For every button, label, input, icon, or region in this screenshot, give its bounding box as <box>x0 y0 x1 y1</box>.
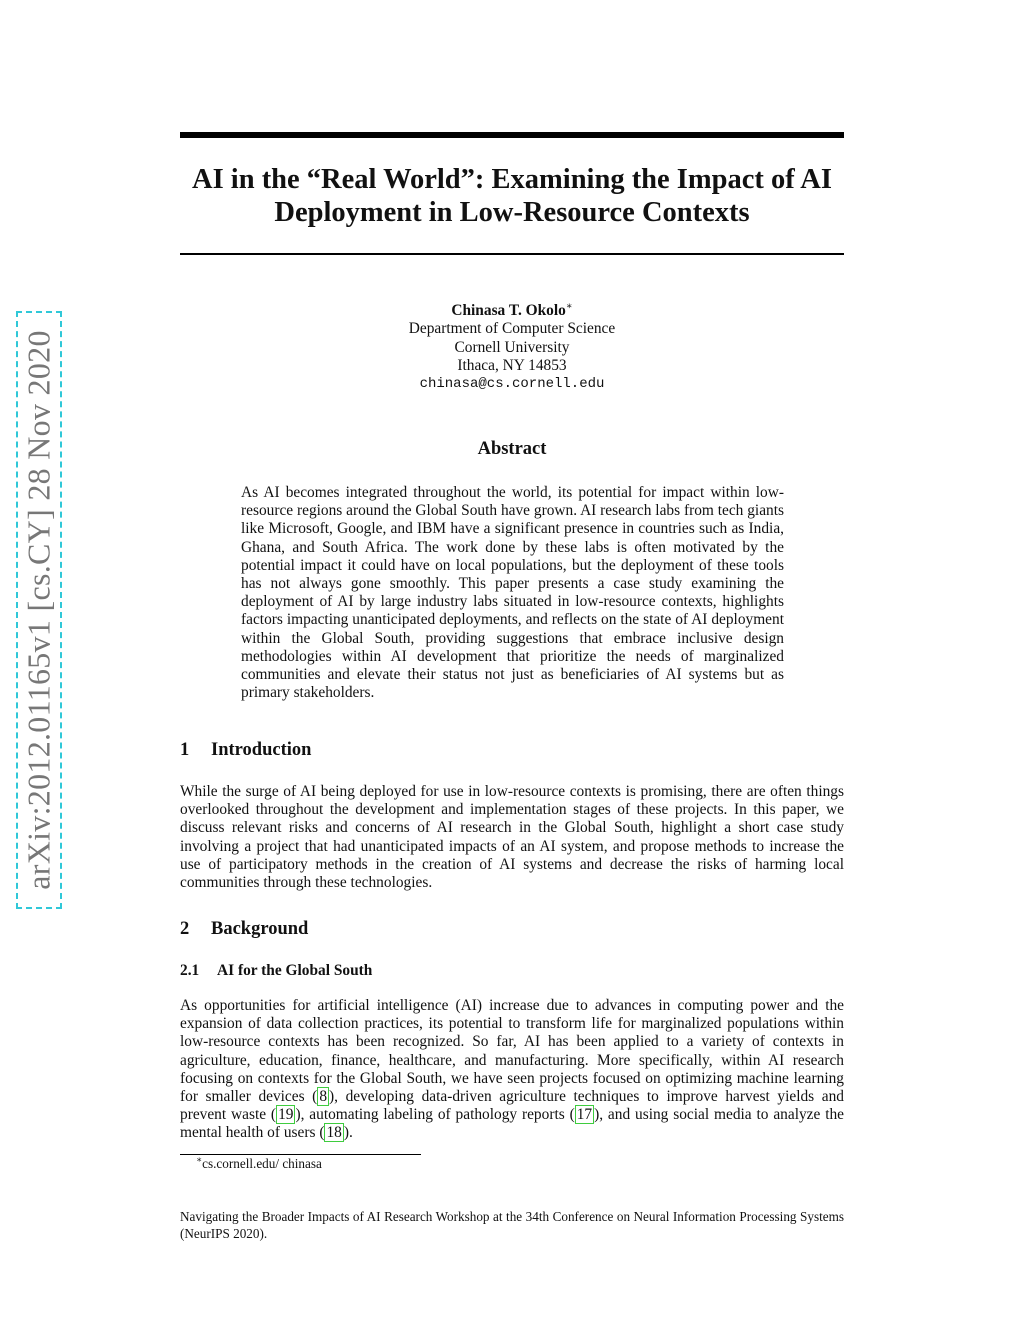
citation-link-18[interactable]: 18 <box>326 1124 342 1142</box>
subsection-number: 2.1 <box>180 962 200 979</box>
section-title: Background <box>211 919 309 939</box>
background-paragraph <box>180 997 844 1143</box>
footnote-text: cs.cornell.edu/ chinasa <box>202 1156 322 1171</box>
paragraph-text: As opportunities for artificial intelligence (AI) increase due to advances in computing power and the expansion of data collection practices, its potential to transform life for marginalized populations within low-resource contexts has been recognized. So far, AI has been applied to a variety of contexts in agriculture, education, finance, healthcare, and manufacturing. More specifically, within AI research focusing on contexts for the Global South, we have seen projects focused on optimizing machine learning for smaller devices ( <box>180 997 844 1106</box>
footnote <box>196 1156 322 1172</box>
paragraph-text: ), developing data-driven agriculture techniques to improve harvest yields and prevent waste ( <box>180 1088 844 1124</box>
author-email[interactable]: chinasa@cs.cornell.edu <box>419 376 605 393</box>
footnote-rule <box>180 1154 421 1155</box>
author-department: Department of Computer Science <box>408 320 616 338</box>
citation-link-19[interactable]: 19 <box>278 1106 294 1124</box>
paragraph-text: ), automating labeling of pathology reports ( <box>295 1106 575 1124</box>
paper-title-line-2: Deployment in Low-Resource Contexts <box>274 197 750 228</box>
author-block <box>312 302 712 393</box>
paragraph-text: ), and using social media to analyze the mental health of users ( <box>180 1106 844 1142</box>
abstract-text: As AI becomes integrated throughout the world, its potential for impact within low-resource regions around the Global South have grown. AI research labs from tech giants like Microsoft, Google, and IBM have a significant presence in countries such as India, Ghana, and South Africa. The work done by these labs is often motivated by the potential impact it could have on local populations, but the deployment of these tools has not always gone smoothly. This paper presents a case study examining the deployment of AI by large industry labs situated in low-resource contexts, highlights factors impacting unanticipated deployments, and reflects on the state of AI deployment within the Global South, providing suggestions that embrace inclusive design methodologies within AI development that prioritize the needs of marginalized communities and elevate their status not just as beneficiaries of AI systems but as primary stakeholders. <box>241 484 784 702</box>
footnote-mark: ∗ <box>196 1154 203 1165</box>
author-location: Ithaca, NY 14853 <box>457 356 567 374</box>
author-name: Chinasa T. Okolo <box>451 302 566 319</box>
section-number: 2 <box>180 919 190 939</box>
paragraph-text: ). <box>343 1124 353 1142</box>
author-footnote-mark: ∗ <box>565 300 573 312</box>
abstract-heading: Abstract <box>477 439 547 459</box>
section-number: 1 <box>180 740 190 760</box>
subsection-title: AI for the Global South <box>217 962 373 979</box>
subsection-heading-ai-global-south <box>180 962 844 980</box>
title-rule-top <box>180 132 844 138</box>
title-rule-bottom <box>180 253 844 255</box>
section-heading-introduction <box>180 740 844 761</box>
introduction-paragraph: While the surge of AI being deployed for use in low-resource contexts is promising, there are often things overlooked throughout the development and implementation stages of these projects. In this paper, we discuss relevant risks and concerns of AI research in the Global South, highlight a short case study involving a project that had unanticipated impacts of an AI system, and propose methods to increase the use of participatory methods in the creation of AI systems and decrease the risks of harming local communities through these technologies. <box>180 783 844 892</box>
author-university: Cornell University <box>454 338 570 356</box>
paper-title <box>180 163 844 229</box>
citation-link-8[interactable]: 8 <box>319 1088 328 1106</box>
paper-title-line-1: AI in the “Real World”: Examining the Impact of AI <box>192 164 832 195</box>
section-title: Introduction <box>211 740 312 760</box>
citation-link-17[interactable]: 17 <box>576 1106 593 1124</box>
venue-note: Navigating the Broader Impacts of AI Research Workshop at the 34th Conference on Neural Information Processing Systems (NeurIPS 2020). <box>180 1209 844 1241</box>
arxiv-identifier: arXiv:2012.01165v1 [cs.CY] 28 Nov 2020 <box>20 330 57 890</box>
arxiv-stamp <box>16 311 62 909</box>
section-heading-background <box>180 919 844 940</box>
